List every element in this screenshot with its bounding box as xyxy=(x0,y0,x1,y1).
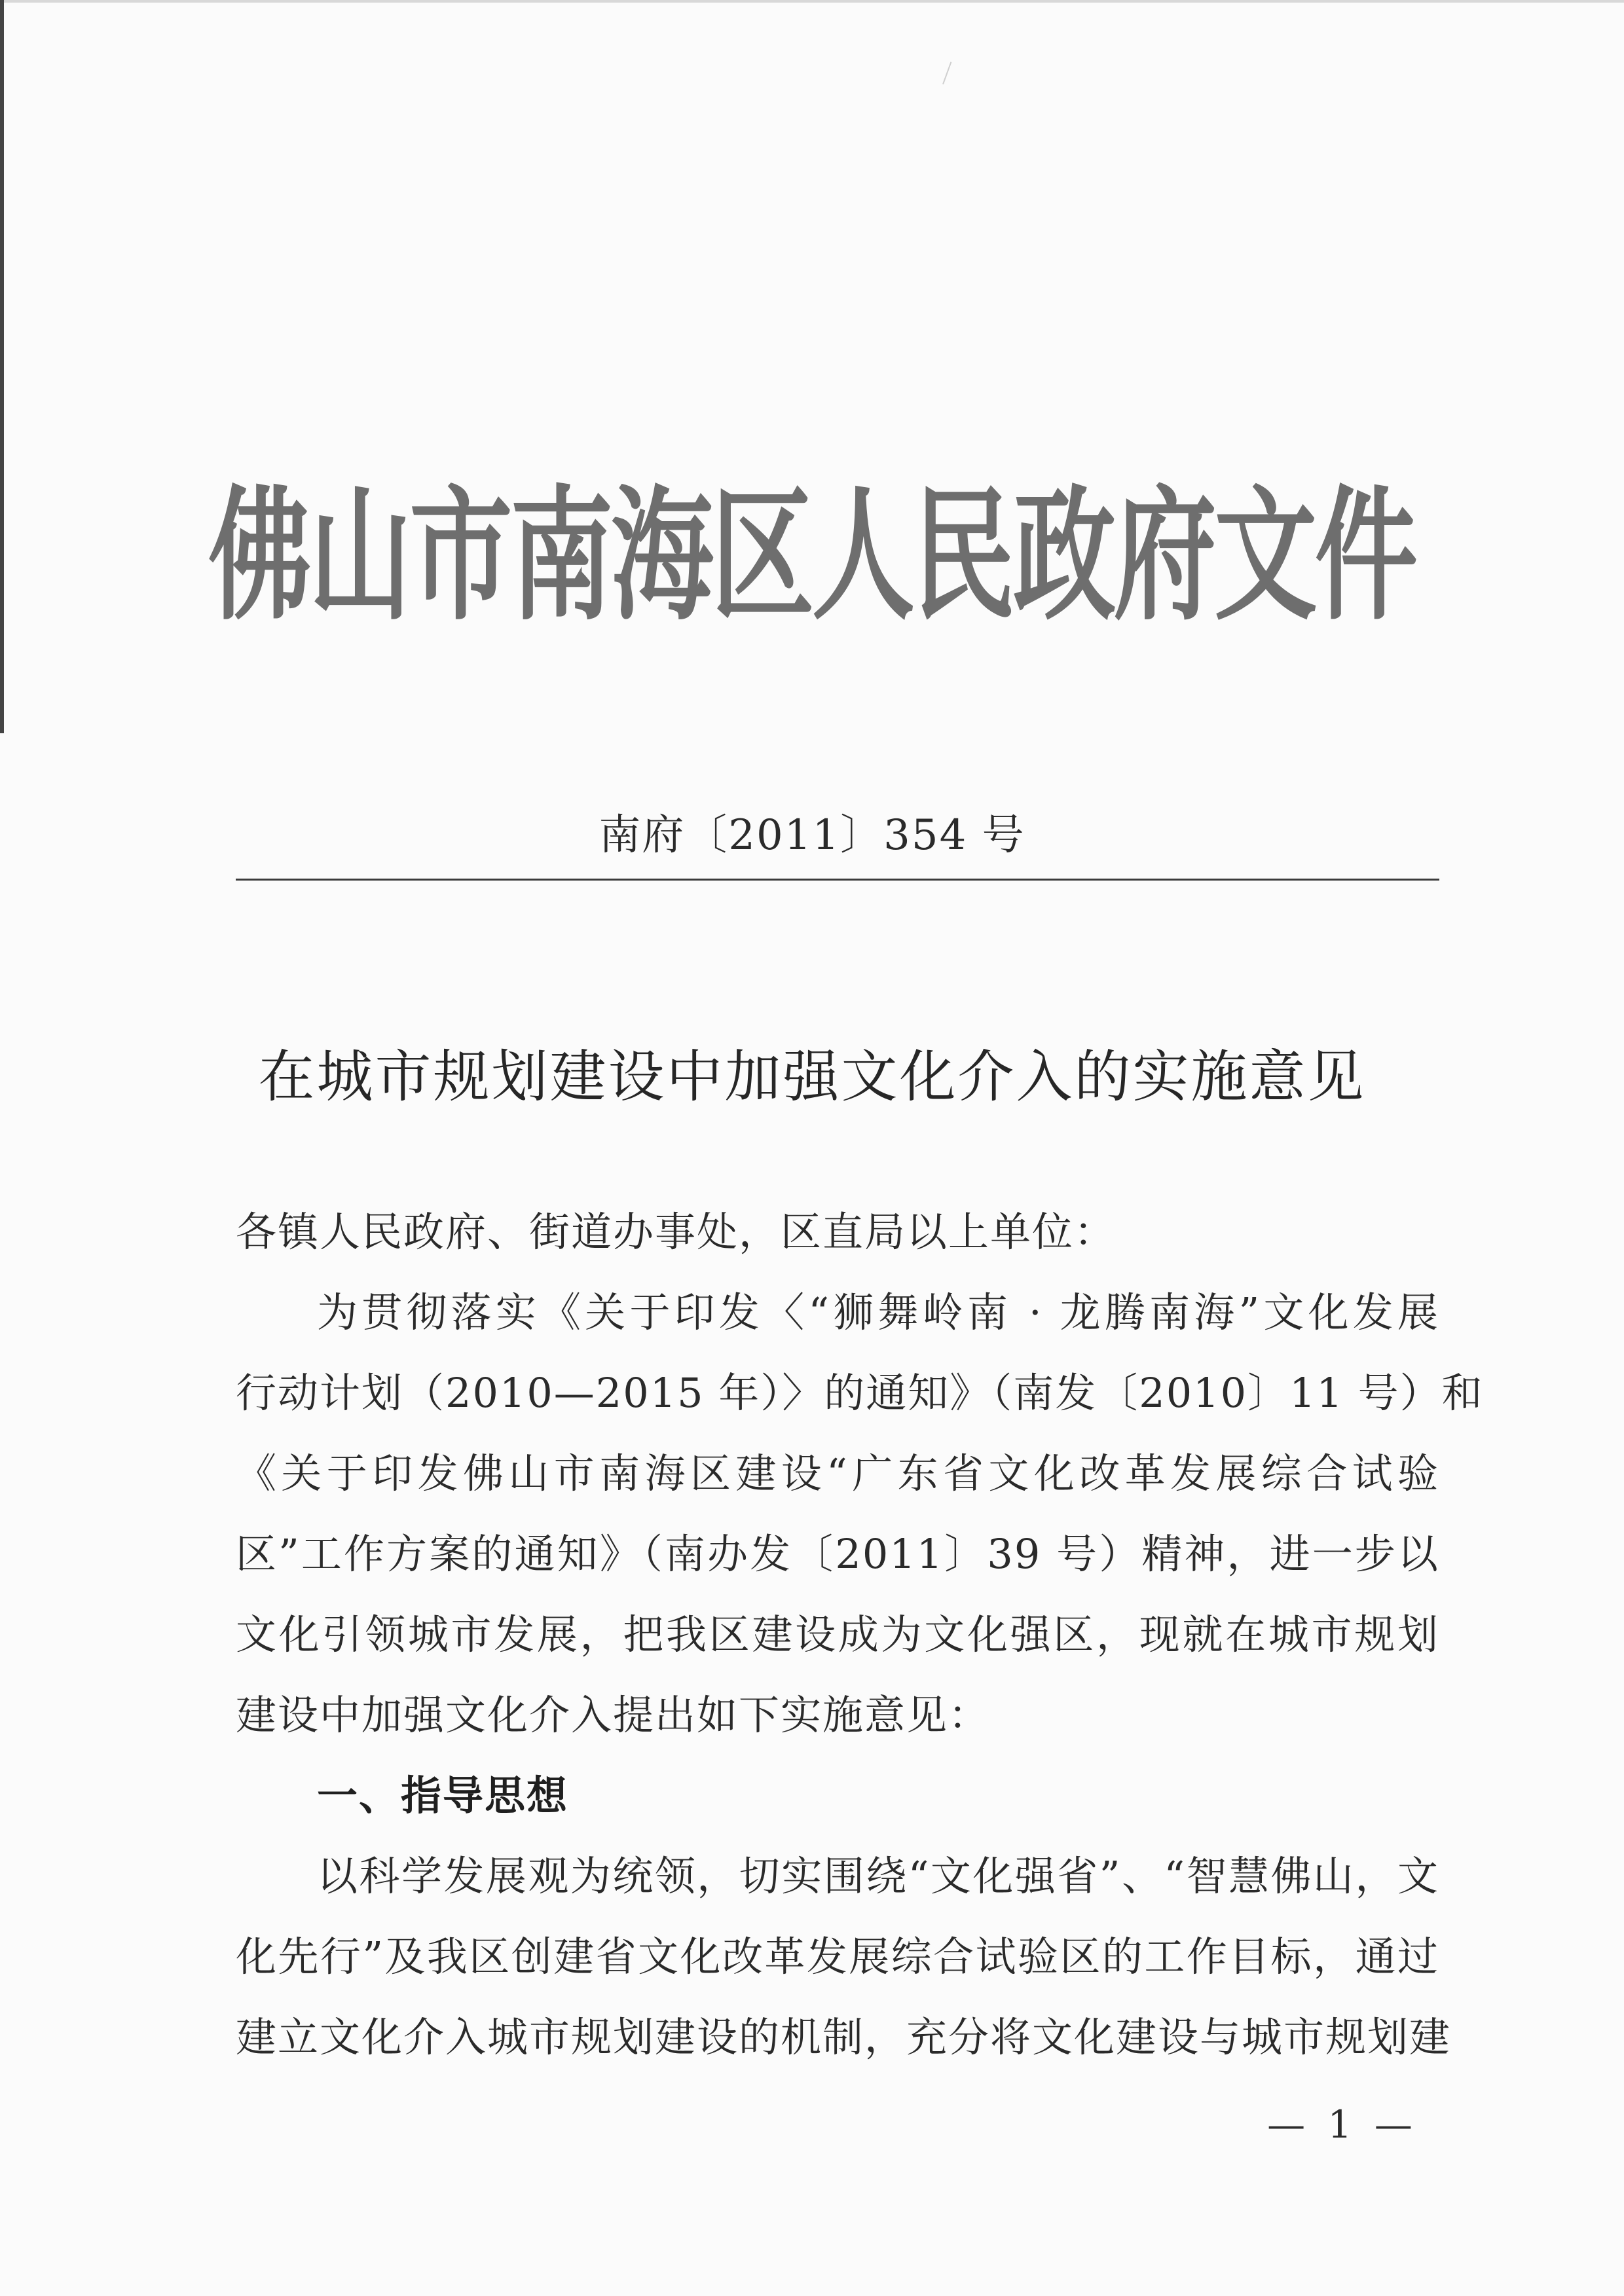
intro-line: 《关于印发佛山市南海区建设“广东省文化改革发展综合试验 xyxy=(236,1449,1439,1497)
document-body xyxy=(236,1192,1484,2077)
document-title: 在城市规划建设中加强文化介入的实施意见 xyxy=(258,1044,1366,1110)
header-divider-line xyxy=(236,879,1439,881)
scan-artifact-mark xyxy=(942,62,957,86)
section-line: 化先行”及我区创建省文化改革发展综合试验区的工作目标，通过 xyxy=(236,1933,1439,1980)
intro-line: 文化引领城市发展，把我区建设成为文化强区，现就在城市规划 xyxy=(236,1611,1439,1658)
section-line: 以科学发展观为统领，切实围绕“文化强省”、“智慧佛山，文 xyxy=(317,1852,1439,1900)
intro-line: 建设中加强文化介入提出如下实施意见： xyxy=(236,1691,991,1739)
section-line: 建立文化介入城市规划建设的机制，充分将文化建设与城市规划建 xyxy=(236,2013,1452,2061)
page-number: — 1 — xyxy=(1267,2102,1418,2147)
scan-left-edge xyxy=(0,0,4,733)
intro-line: 为贯彻落实《关于印发〈“狮舞岭南 · 龙腾南海”文化发展 xyxy=(317,1288,1439,1336)
scan-top-edge xyxy=(0,0,1624,3)
recipients-line: 各镇人民政府、街道办事处，区直局以上单位： xyxy=(236,1208,1116,1256)
document-number: 南府〔2011〕354 号 xyxy=(599,811,1025,860)
issuer-header-title: 佛山市南海区人民政府文件 xyxy=(208,473,1416,640)
intro-line: 行动计划（2010—2015 年）〉的通知》（南发〔2010〕11 号）和 xyxy=(236,1369,1484,1417)
section-heading: 一、指导思想 xyxy=(317,1772,569,1819)
intro-line: 区”工作方案的通知》（南办发〔2011〕39 号）精神，进一步以 xyxy=(236,1530,1439,1578)
